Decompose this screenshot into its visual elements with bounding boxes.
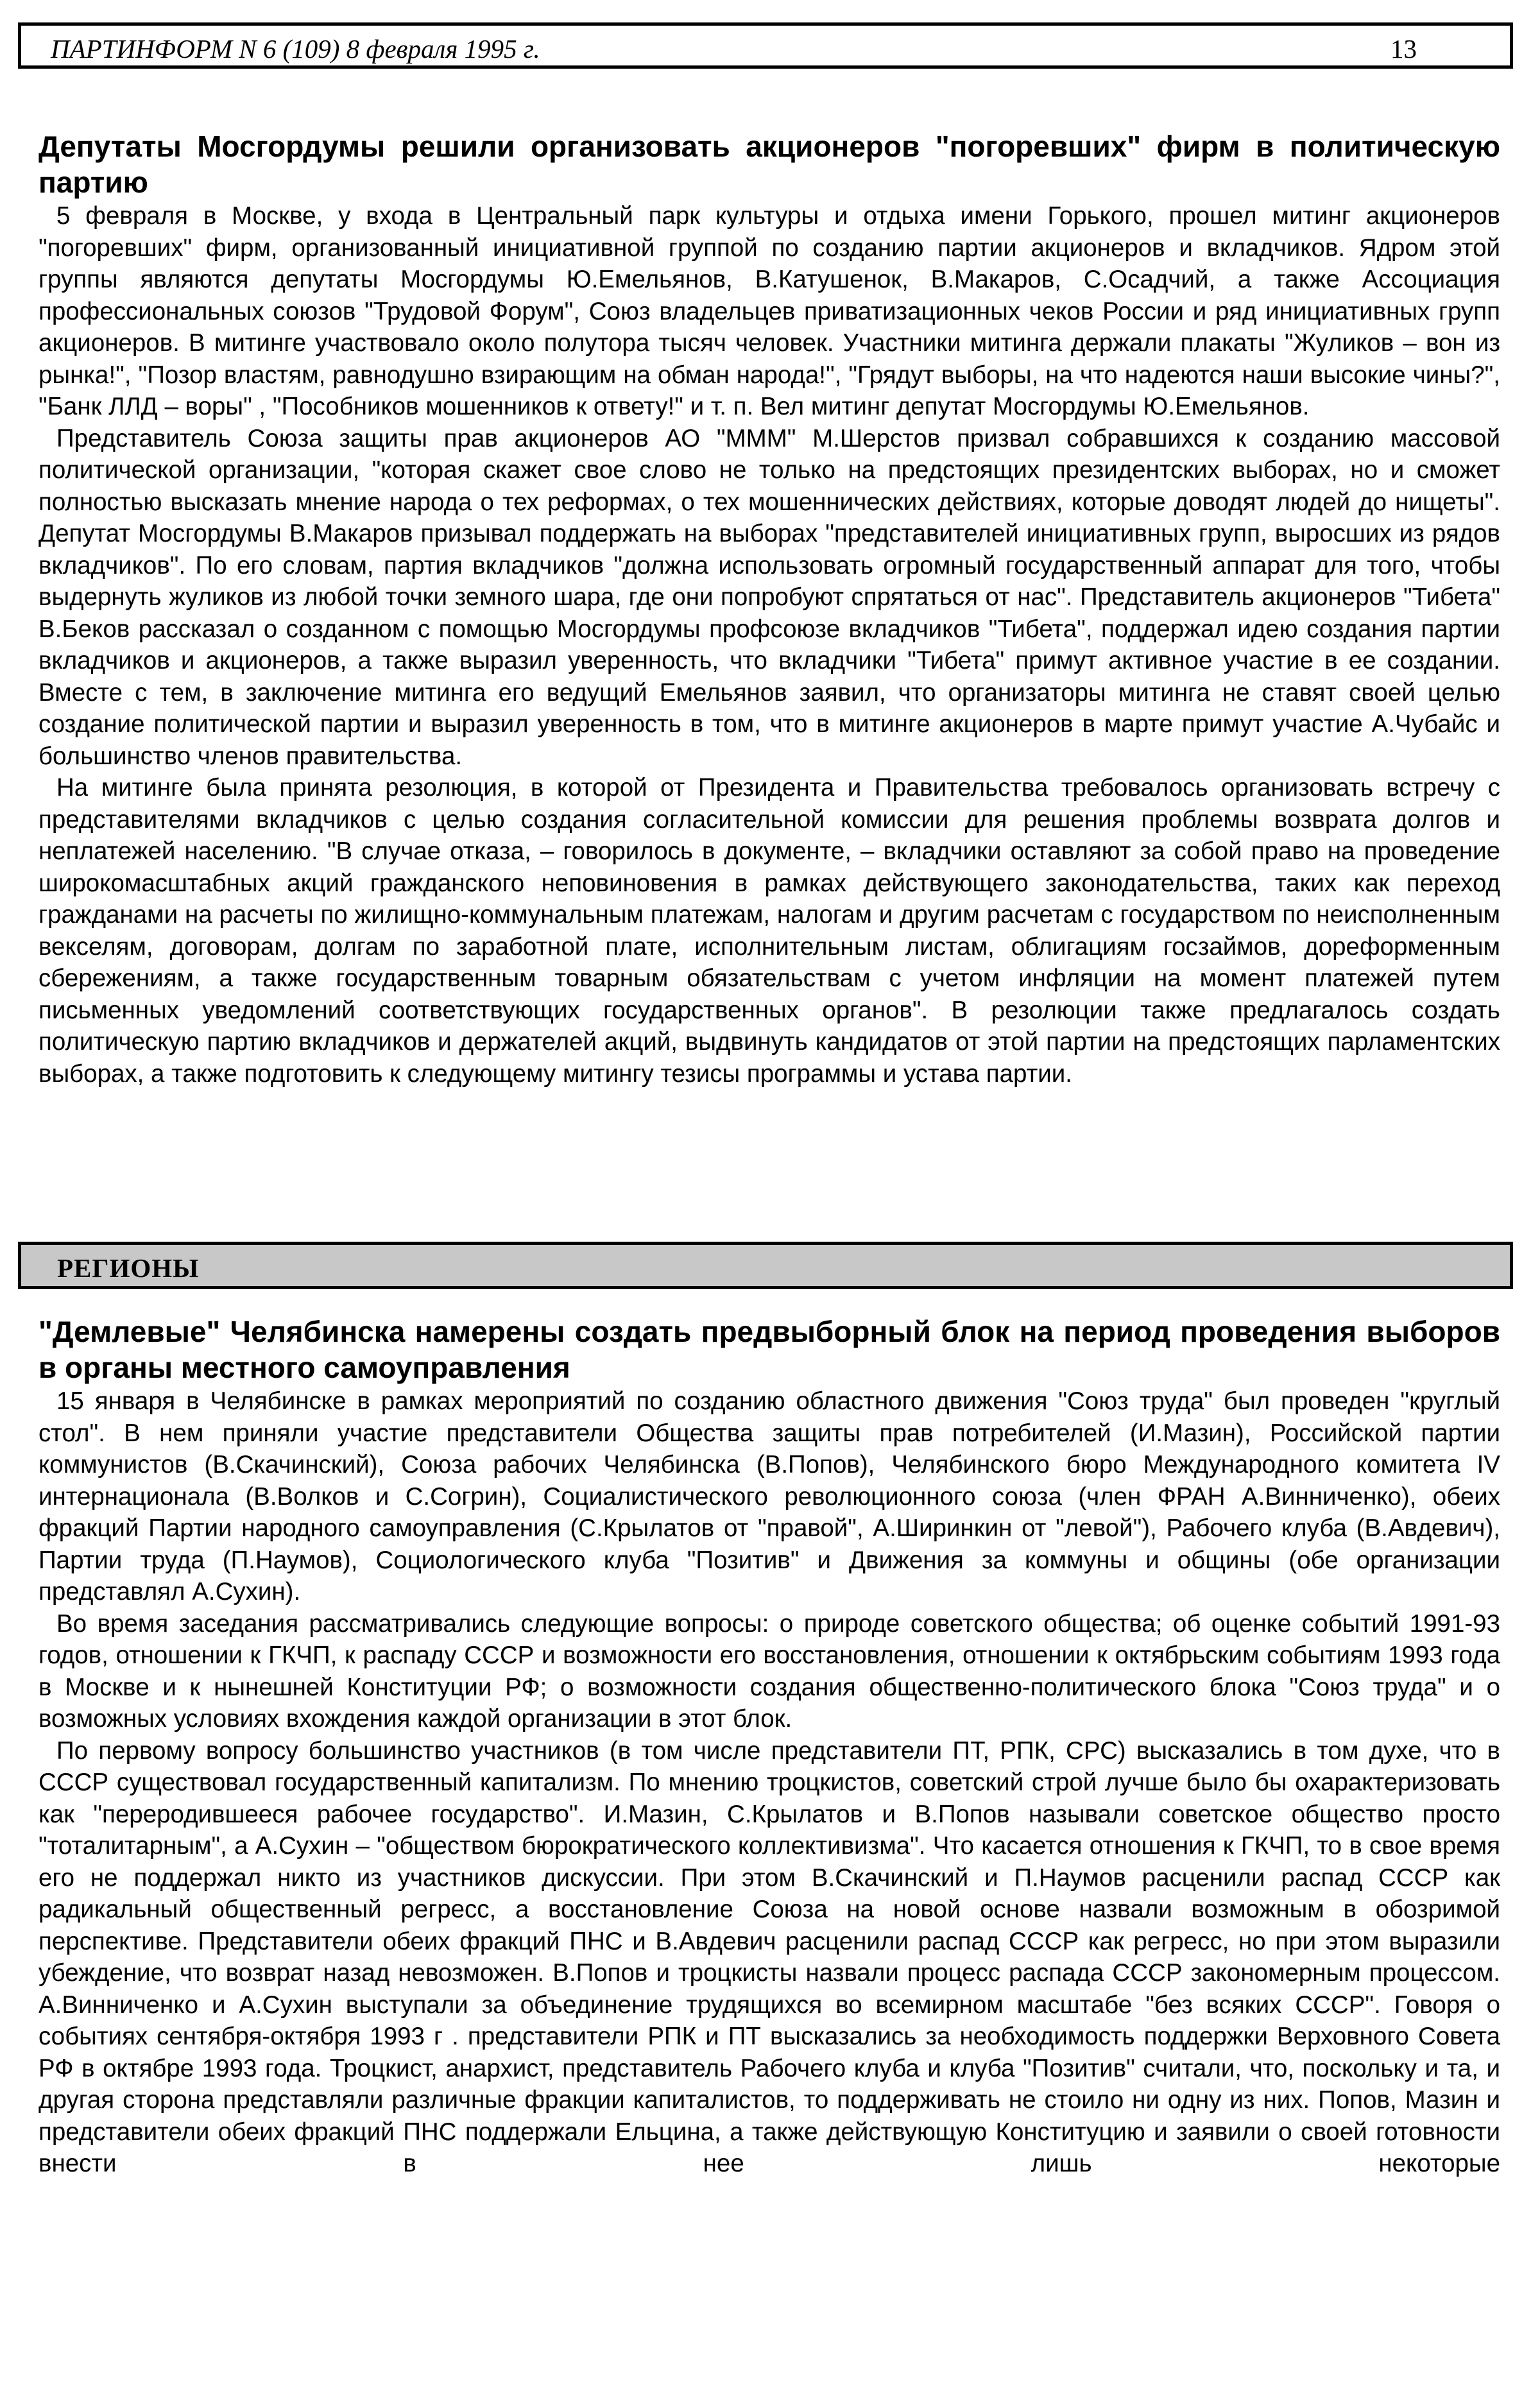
article-paragraph: Во время заседания рассматривались следующие вопросы: о природе советского общества; об оценке событий 1991-93 годов, отношении к ГКЧП, к распаду СССР и возможности его восстановления, отношении к октябрьским событиям 1993 года в Москве и к нынешней Конституции РФ; о возможности создания общественно-политического блока "Союз труда" и о возможных условиях вхождения каждой организации в этот блок. (38, 1609, 1500, 1733)
article-headline: Депутаты Мосгордумы решили организовать акционеров "погоревших" фирм в политическую партию (38, 130, 1500, 199)
article-paragraph: 15 января в Челябинске в рамках мероприятий по созданию областного движения "Союз труда" был проведен "круглый стол". В нем приняли участие представители Общества защиты прав потребителей (И.Мазин), Российской партии коммунистов (В.Скачинский), Союза рабочих Челябинска (В.Попов), Челябинского бюро Международного комитета IV интернационала (В.Волков и С.Согрин), Социалистического революционного союза (член ФРАН А.Винниченко), обеих фракций Партии народного самоуправления (С.Крылатов от "правой", А.Ширинкин от "левой"), Рабочего клуба (В.Авдевич), Партии труда (П.Наумов), Социологического клуба "Позитив" и Движения за коммуны и общины (обе организации представлял А.Сухин). (38, 1387, 1500, 1606)
article-paragraph: 5 февраля в Москве, у входа в Центральный парк культуры и отдыха имени Горького, прошел митинг акционеров "погоревших" фирм, организованный инициативной группой по созданию партии акционеров и вкладчиков. Ядром этой группы являются депутаты Мосгордумы Ю.Емельянов, В.Катушенок, В.Макаров, С.Осадчий, а также Ассоциация профессиональных союзов "Трудовой Форум", Союз владельцев приватизационных чеков России и ряд инициативных групп акционеров. В митинге участвовало около полутора тысяч человек. Участники митинга держали плакаты "Жуликов – вон из рынка!", "Позор властям, равнодушно взирающим на обман народа!", "Грядут выборы, на что надеются наши высокие чины?", "Банк ЛЛД – воры" , "Пособников мошенников к ответу!" и т. п. Вел митинг депутат Мосгордумы Ю.Емельянов. (38, 202, 1500, 420)
section-header (18, 1242, 1513, 1289)
article-chelyabinsk-bloc (38, 1314, 1500, 2180)
page-header (18, 22, 1513, 69)
header-title: ПАРТИНФОРМ N 6 (109) 8 февраля 1995 г. (51, 34, 540, 64)
article-paragraph: По первому вопросу большинство участников (в том числе представители ПТ, РПК, СРС) высказались в том духе, что в СССР существовал государственный капитализм. По мнению троцкистов, советский строй лучше было бы охарактеризовать как "переродившееся рабочее государство". И.Мазин, С.Крылатов и В.Попов называли советское общество просто "тоталитарным", а А.Сухин – "обществом бюрократического коллективизма". Что касается отношения к ГКЧП, то в свое время его не поддержал никто из участников дискуссии. При этом В.Скачинский и П.Наумов расценили распад СССР как радикальный общественный регресс, а восстановление Союза на новой основе назвали возможным в обозримой перспективе. Представители обеих фракций ПНС и В.Авдевич расценили распад СССР как регресс, но при этом выразили убеждение, что возврат назад невозможен. В.Попов и троцкисты назвали процесс распада СССР закономерным процессом. А.Винниченко и А.Сухин выступали за объединение трудящихся во всемирном масштабе "без всяких СССР". Говоря о событиях сентября-октября 1993 г . представители РПК и ПТ высказались за необходимость поддержки Верховного Совета РФ в октябре 1993 года. Троцкист, анархист, представитель Рабочего клуба и клуба "Позитив" считали, что, поскольку и та, и другая сторона представляли различные фракции капиталистов, то поддерживать не стоило ни одну из них. Попов, Мазин и представители обеих фракций ПНС поддержали Ельцина, а также действующую Конституцию и заявили о своей готовности внести в нее лишь некоторые (38, 1736, 1500, 2177)
article-paragraph: Представитель Союза защиты прав акционеров АО "МММ" М.Шерстов призвал собравшихся к созданию массовой политической организации, "которая скажет свое слово не только на предстоящих президентских выборах, но и сможет полностью высказать мнение народа о тех реформах, о тех мошеннических действиях, которые доводят людей до нищеты". Депутат Мосгордумы В.Макаров призывал поддержать на выборах "представителей инициативных групп, выросших из рядов вкладчиков". По его словам, партия вкладчиков "должна использовать огромный государственный аппарат для того, чтобы выдернуть жуликов из любой точки земного шара, где они попробуют спрятаться от нас". Представитель акционеров "Тибета" В.Беков рассказал о созданном с помощью Мосгордумы профсоюзе вкладчиков "Тибета", поддержал идею создания партии вкладчиков и акционеров, а также выразил уверенность, что вкладчики "Тибета" примут активное участие в ее создании. Вместе с тем, в заключение митинга его ведущий Емельянов заявил, что организаторы митинга не ставят своей целью создание политической партии и выразил уверенность в том, что в митинге акционеров в марте примут участие А.Чубайс и большинство членов правительства. (38, 424, 1500, 770)
section-title: РЕГИОНЫ (57, 1253, 200, 1283)
article-moscow-rally (38, 128, 1500, 1090)
article-headline: "Демлевые" Челябинска намерены создать предвыборный блок на период проведения выборов в органы местного самоуправления (38, 1315, 1500, 1384)
article-paragraph: На митинге была принята резолюция, в которой от Президента и Правительства требовалось организовать встречу с представителями вкладчиков с целью создания согласительной комиссии для решения проблемы возврата долгов и неплатежей населению. "В случае отказа, – говорилось в документе, – вкладчики оставляют за собой право на проведение широкомасштабных акций гражданского неповиновения в рамках действующего законодательства, таких как переход гражданами на расчеты по жилищно-коммунальным платежам, налогам и другим расчетам с государством по неисполненным векселям, договорам, долгам по заработной плате, исполнительным листам, облигациям госзаймов, дореформенным сбережениям, а также государственным товарным обязательствам с учетом инфляции на момент платежей путем письменных уведомлений соответствующих государственных органов". В резолюции также предлагалось создать политическую партию вкладчиков и держателей акций, выдвинуть кандидатов от этой партии на предстоящих парламентских выборах, а также подготовить к следующему митингу тезисы программы и устава партии. (38, 774, 1500, 1088)
page-number: 13 (1390, 34, 1417, 64)
